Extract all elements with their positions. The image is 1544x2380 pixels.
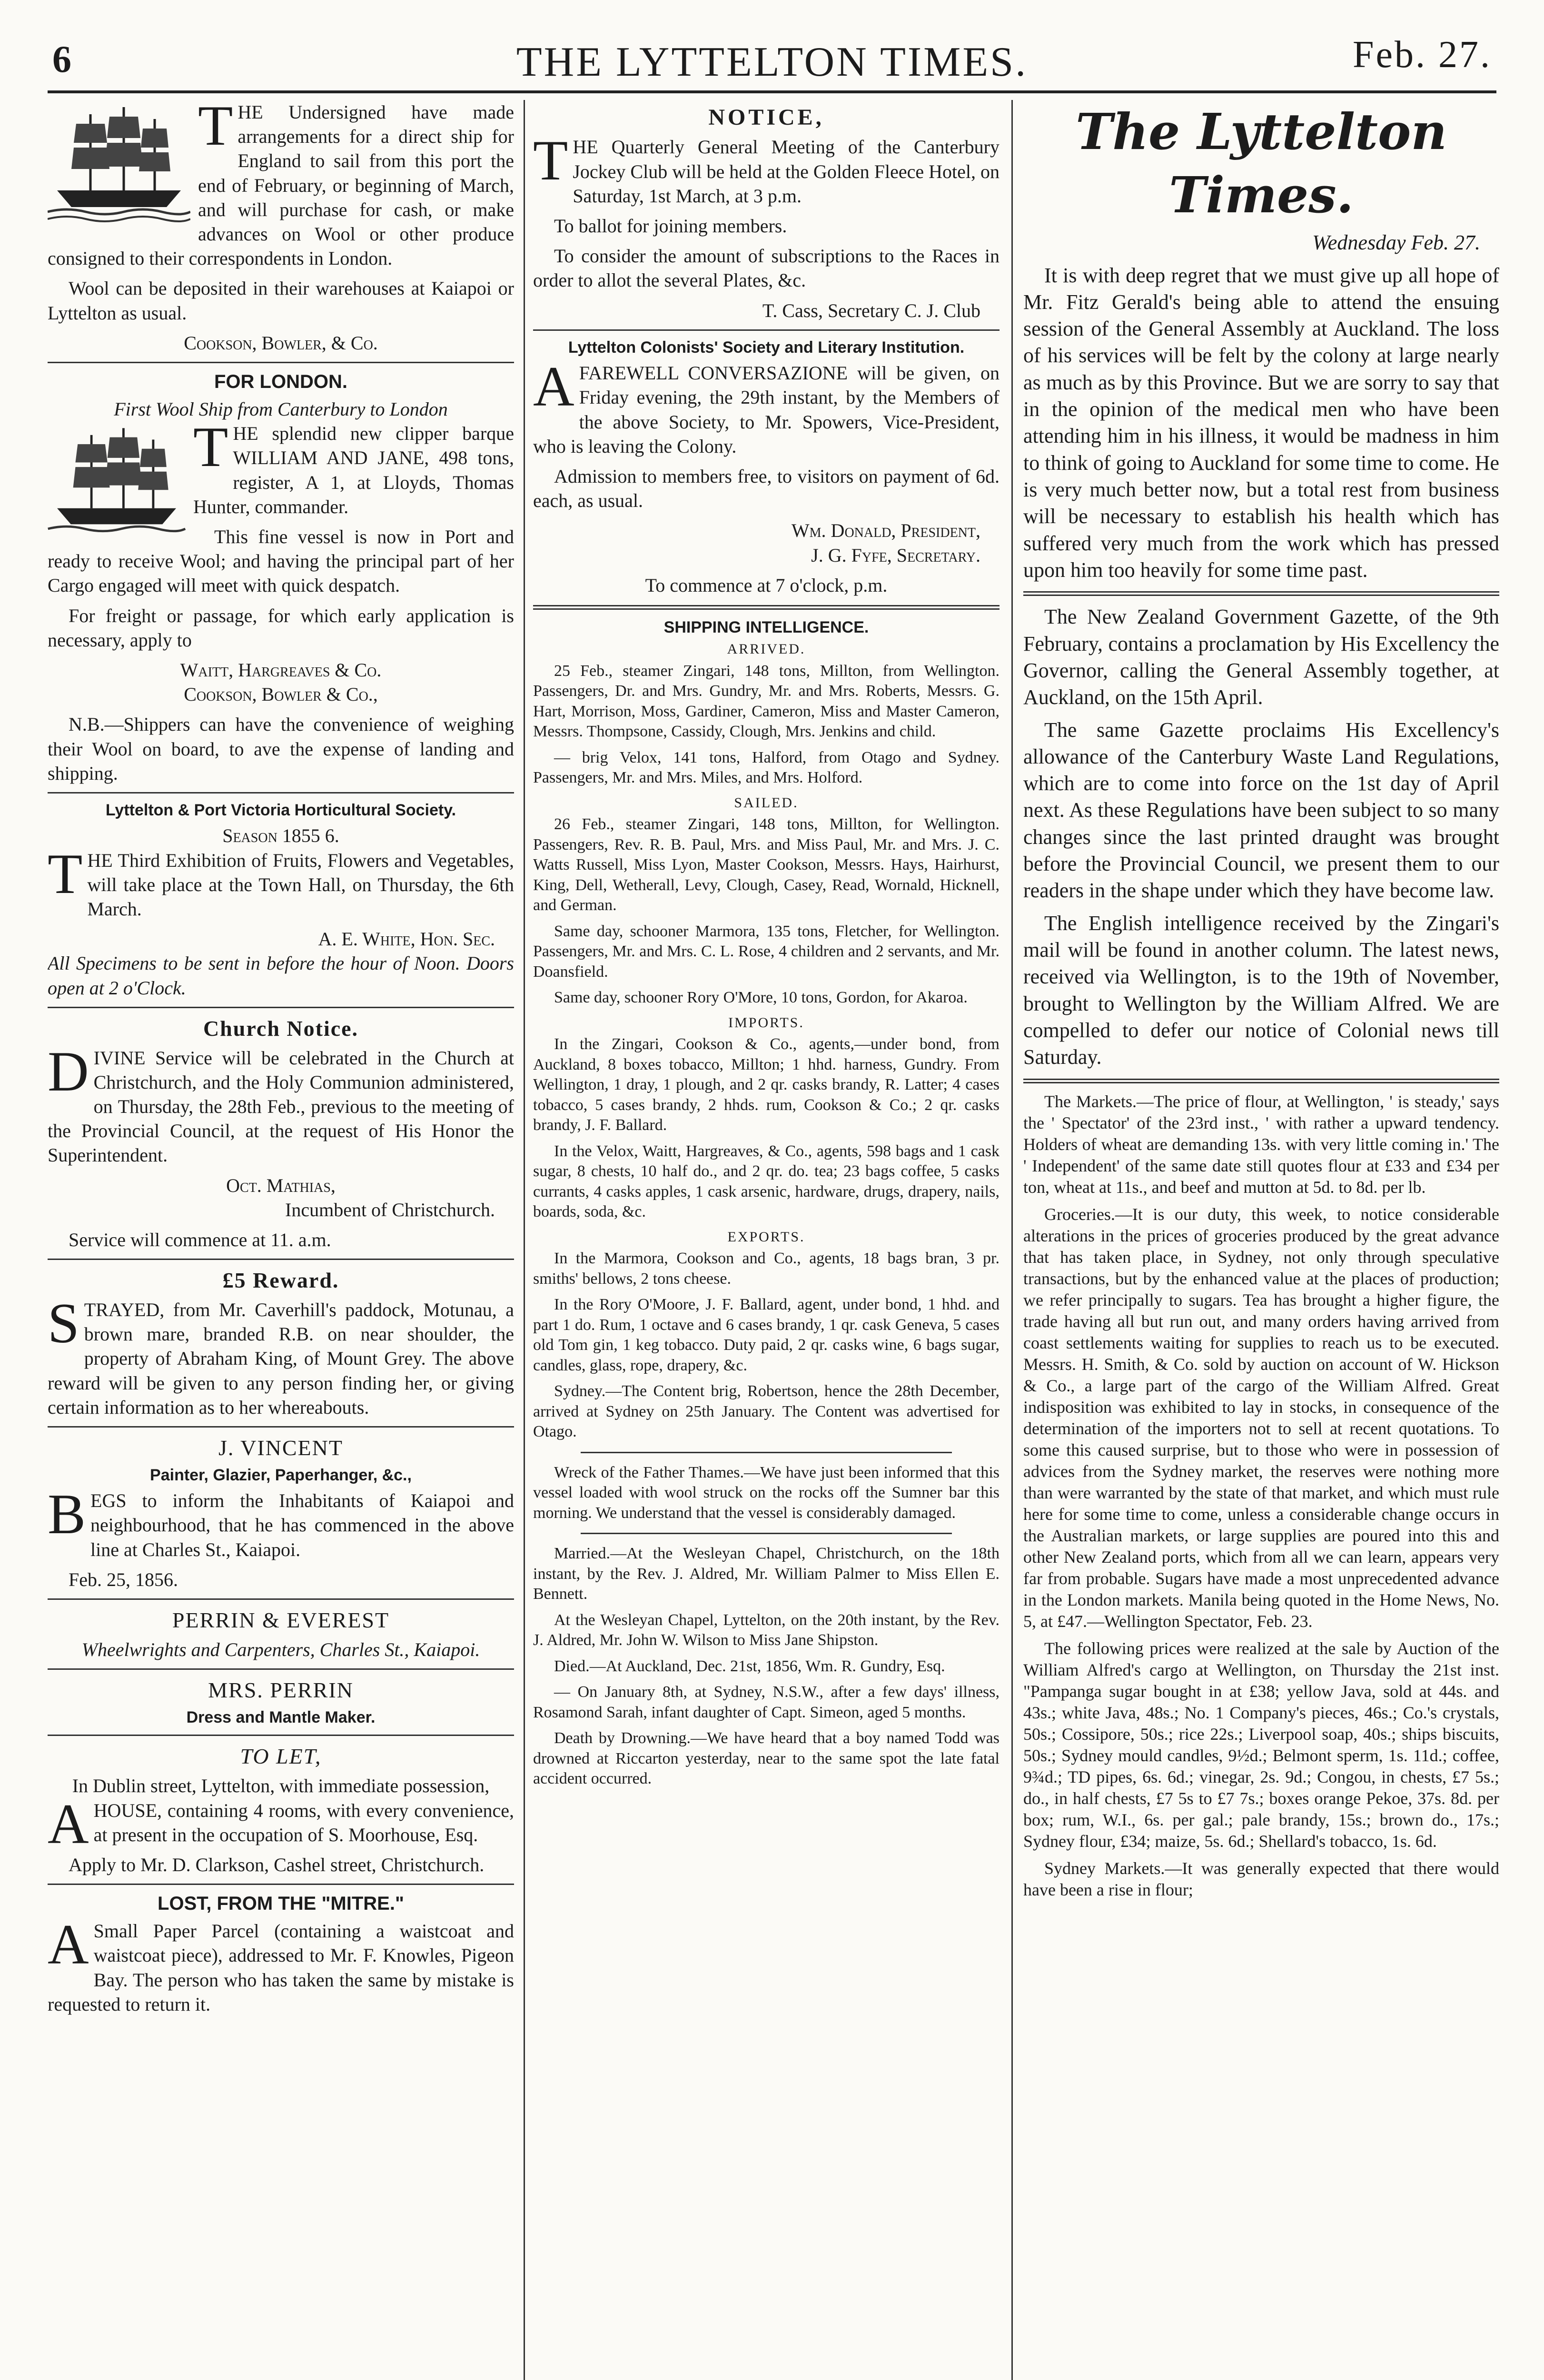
editorial-paragraph: The New Zealand Government Gazette, of the 9th February, contains a proclamation by His Excellency the Governor, calling the General Assembly together, at Auckland, on the 15th April. — [1023, 605, 1499, 709]
double-divider — [1023, 1079, 1499, 1083]
ad-heading: MRS. PERRIN — [208, 1678, 354, 1703]
ad-text: TRAYED, from Mr. Caverhill's paddock, Motunau, a brown mare, branded R.B. on near shoulder, the property of Abraham King, of Mount Grey. The above reward will be given to any person finding her, or giving certain information as to her whereabouts. — [48, 1299, 514, 1418]
ad-heading: Lyttelton & Port Victoria Horticultural Society. — [105, 801, 456, 819]
ad-subheading: Painter, Glazier, Paperhanger, &c., — [150, 1466, 412, 1484]
shipping-entry: Same day, schooner Rory O'More, 10 tons, Gordon, for Akaroa. — [554, 989, 968, 1007]
ad-note: All Specimens to be sent in before the hour of Noon. Doors open at 2 o'Clock. — [48, 952, 514, 999]
editorial-paragraph: The English intelligence received by the Zingari's mail will be found in another column. The latest news, received via Wellington, is to the 19th of November, brought to Wellington by the William Alfred. We are compelled to defer our notice of Colonial news till Saturday. — [1023, 911, 1499, 1069]
page-number: 6 — [52, 39, 71, 80]
subsection-label: SAILED. — [734, 794, 799, 811]
ad-signature: Incumbent of Christchurch. — [285, 1199, 495, 1220]
subsection-label: EXPORTS. — [727, 1229, 805, 1245]
notice-text: HE Quarterly General Meeting of the Canterbury Jockey Club will be held at the Golden Fleece Hotel, on Saturday, 1st March, at 3 p.m. — [573, 136, 1000, 207]
shipping-entry: Same day, schooner Marmora, 135 tons, Fletcher, for Wellington. Passengers, Mr. and Mrs. C. L. Rose, 4 children and 2 servants, and Mr. Doansfield. — [533, 922, 1000, 981]
news-wreck: Wreck of the Father Thames.—We have just been informed that this vessel loaded with wool struck on the rocks off the Sumner bar this morning. We understand that the vessel is considerably damaged. — [533, 1463, 1000, 1522]
divider — [48, 1259, 514, 1260]
ad-heading: LOST, FROM THE "MITRE." — [158, 1893, 404, 1914]
divider — [48, 1735, 514, 1736]
ad-date: Feb. 25, 1856. — [69, 1568, 178, 1590]
header-rule — [48, 90, 1496, 93]
double-divider — [533, 605, 1000, 610]
ad-to-let: TO LET, In Dublin street, Lyttelton, with immediate possession, AHOUSE, containing 4 rooms, with every convenience, at present in the occupation of S. Moorhouse, Esq. Apply to Mr. D. Clarkson, Cashel street, Christchurch. — [48, 1743, 514, 1877]
news-died: — On January 8th, at Sydney, N.S.W., after a few days' illness, Rosamond Sarah, infant daughter of Capt. Simeon, aged 5 months. — [533, 1683, 1000, 1721]
notice-text: To ballot for joining members. — [554, 215, 787, 237]
ad-note: Service will commence at 11. a.m. — [69, 1229, 331, 1250]
double-divider — [1023, 591, 1499, 596]
ad-text: Small Paper Parcel (containing a waistcoat and waistcoat piece), addressed to Mr. F. Knowles, Pigeon Bay. The person who has taken the same by mistake is requested to return it. — [48, 1920, 514, 2015]
notice-text: To commence at 7 o'clock, p.m. — [645, 574, 888, 596]
ship-illustration-icon — [48, 100, 190, 224]
ad-text: HE Third Exhibition of Fruits, Flowers and Vegetables, will take place at the Town Hall, on Thursday, the 6th March. — [87, 849, 514, 920]
ad-subheading: Wheelwrights and Carpenters, Charles St., Kaiapoi. — [81, 1638, 480, 1660]
subsection-label: ARRIVED. — [727, 641, 806, 657]
notice-signature: T. Cass, Secretary C. J. Club — [762, 299, 980, 321]
news-married: Married.—At the Wesleyan Chapel, Christchurch, on the 18th instant, by the Rev. J. Aldred, Mr. William Palmer to Miss Ellen E. Bennett. — [533, 1545, 1000, 1603]
column-notices-shipping — [533, 100, 1000, 2380]
divider — [48, 1426, 514, 1428]
ad-mrs-perrin — [48, 1676, 514, 1728]
news-died: Died.—At Auckland, Dec. 21st, 1856, Wm. R. Gundry, Esq. — [554, 1657, 945, 1675]
news-items — [533, 1463, 1000, 1789]
notice-text: FAREWELL CONVERSAZIONE will be given, on Friday evening, the 29th instant, by the Members of the above Society, to Mr. Spowers, Vice-President, who is leaving the Colony. — [533, 362, 1000, 457]
shipping-entry: Sydney.—The Content brig, Robertson, hence the 28th December, arrived at Sydney on 25th January. The Content was advertised for Otago. — [533, 1382, 1000, 1441]
notice-colonists-society: Lyttelton Colonists' Society and Literary Institution. AFAREWELL CONVERSAZIONE will be given, on Friday evening, the 29th instant, by the Members of the above Society, to Mr. Spowers, Vice-President, who is leaving the Colony. Admission to members free, to visitors on payment of 6d. each, as usual. Wm. Donald, President, J. G. Fyfe, Secretary. To commence at 7 o'clock, p.m. — [533, 337, 1000, 597]
shipping-entry: In the Rory O'Moore, J. F. Ballard, agent, under bond, 1 hhd. and part 1 do. Rum, 1 octave and 6 cases brandy, 1 qr. cask Geneva, 5 cases old Tom gin, 1 keg tobacco. Duty paid, 2 qr. casks wine, 6 bags sugar, candles, glass, rope, drapery, &c. — [533, 1296, 1000, 1374]
section-heading: SHIPPING INTELLIGENCE. — [663, 618, 869, 636]
markets-paragraph: Sydney Markets.—It was generally expected that there would have been a rise in flour; — [1023, 1858, 1499, 1899]
divider — [533, 329, 1000, 331]
ad-horticultural: Lyttelton & Port Victoria Horticultural Society. Season 1855 6. THE Third Exhibition of Fruits, Flowers and Vegetables, will take place at the Town Hall, on Thursday, the 6th March. A. E. White, Hon. Sec. All Specimens to be sent in before the hour of Noon. Doors open at 2 o'Clock. — [48, 800, 514, 1000]
section-heading: NOTICE, — [708, 105, 824, 130]
ad-text: N.B.—Shippers can have the convenience of weighing their Wool on board, to ave the expense of landing and shipping. — [48, 714, 514, 784]
ship-illustration-icon — [48, 421, 186, 540]
column-advertisements — [48, 100, 514, 2380]
divider — [48, 1598, 514, 1600]
markets-paragraph: Groceries.—It is our duty, this week, to notice considerable alterations in the prices of groceries produced by the great advance that has taken place, in Sydney, not only through speculative transactions, but by the enhanced value at the places of production; we refer principally to sugars. Tea has brought a higher figure, the trade having all but run out, and many orders having arrived from coast settlements waiting for supplies to reach us to be executed. Messrs. H. Smith, & Co. sold by auction on account of W. Hickson & Co., a large part of the cargo of the William Alfred. Great indisposition was exhibited to lay in stocks, in consequence of the determination of the importers not to sell at recent quotations. To some this caused surprise, but to those who were in possession of advices from the Sydney market, the reserves were nothing more than were warranted by the state of that market, and which must rule here for some time to come, unless a considerable change occurs in the Australian markets, or large supplies are poured into this and other New Zealand ports, which from all we can learn, appears very far from probable. Sugars have made a most unprecedented advance in the London markets. Manila being quoted in the Home News, No. 5, at £47.—Wellington Spectator, Feb. 23. — [1023, 1204, 1499, 1631]
page-header — [0, 19, 1544, 90]
editorial-masthead: The Lyttelton Times. — [1076, 102, 1447, 225]
ad-text: This fine vessel is now in Port and ready to receive Wool; and having the principal part of her Cargo engaged will meet with quick despatch. — [48, 526, 514, 596]
ad-text: HE Undersigned have made arrangements for a direct ship for England to sail from this port the end of February, or beginning of March, and will purchase for cash, or make advances on Wool or other produce consigned to their correspondents in London. — [48, 101, 514, 269]
notice-text: To consider the amount of subscriptions to the Races in order to allot the several Plates, &c. — [533, 245, 1000, 291]
ad-church-notice: Church Notice. DIVINE Service will be celebrated in the Church at Christchurch, and the Holy Communion administered, on Thursday, the 28th Feb., previous to the meeting of the Provincial Council, at the request of His Honor the Superintendent. Oct. Mathias, Incumbent of Christchurch. Service will commence at 11. a.m. — [48, 1015, 514, 1252]
ad-signature: Waitt, Hargreaves & Co. — [180, 659, 382, 681]
ad-subheading: Season 1855 6. — [222, 825, 339, 847]
ad-perrin-everest — [48, 1606, 514, 1662]
ad-heading: TO LET, — [240, 1744, 322, 1769]
ad-reward: £5 Reward. STRAYED, from Mr. Caverhill's paddock, Motunau, a brown mare, branded R.B. on near shoulder, the property of Abraham King, of Mount Grey. The above reward will be given to any person finding her, or giving certain information as to her whereabouts. — [48, 1267, 514, 1419]
shipping-entry: 25 Feb., steamer Zingari, 148 tons, Millton, from Wellington. Passengers, Dr. and Mrs. Gundry, Mr. and Mrs. Roberts, Messrs. G. Hart, Morrison, Moss, Gardiner, Cameron, Miss and Master Cameron, Messrs. Thompsone, Cassidy, Clough, Mrs. Jenkins and child. — [533, 662, 1000, 741]
markets-paragraph: The following prices were realized at the sale by Auction of the William Alfred's cargo at Wellington, on Thursday the 21st inst. "Pampanga sugar bought in at £38; yellow Java, sold at 44s. and 43s.; white Java, 48s.; No. 1 Company's pieces, 46s.; Co.'s crystals, 50s.; Cossipore, 50s.; rice 22s.; Liverpool soap, 40s.; ships biscuits, 50s.; Sydney mould candles, 9½d.; Belmont sperm, 1s. 11d.; coffee, 9¾d.; TD pipes, 6s. 6d.; vinegar, 2s. 9d.; Congou, in chests, £7 5s.; do., in half chests, £7 5s to £7 7s.; boxes orange Pekoe, 37s. 8d. per box; rum, W.I., 6s. per gal.; pale brandy, 15s.; brown do., 17s.; Sydney flour, £34; maize, 5s. 6d.; Shellard's tobacco, 1s. 6d. — [1023, 1638, 1499, 1851]
notice-jockey-club: NOTICE, THE Quarterly General Meeting of the Canterbury Jockey Club will be held at the Golden Fleece Hotel, on Saturday, 1st March, at 3 p.m. To ballot for joining members. To consider the amount of subscriptions to the Races in order to allot the several Plates, &c. T. Cass, Secretary C. J. Club — [533, 103, 1000, 323]
ad-heading: Church Notice. — [203, 1016, 359, 1041]
divider — [581, 1452, 952, 1453]
ad-text: Wool can be deposited in their warehouses at Kaiapoi or Lyttelton as usual. — [48, 278, 514, 324]
ad-for-london: FOR LONDON. First Wool Ship from Canterbury to London THE splendid new clipper barque WILLIAM AND JANE, 498 tons, register, A 1, at Lloyds, Thomas Hunter, commander. This fine vessel is now in Port and ready to receive Wool; and having the principal part of her Cargo engaged will meet with quick despatch. For freight or passage, for which early application is necessary, apply to Waitt, Hargreaves & Co. Cookson, Bowler & Co., N.B.—Shippers can have the convenience of weighing their Wool on board, to ave the expense of landing and shipping. — [48, 370, 514, 785]
markets-paragraph: The Markets.—The price of flour, at Wellington, ' is steady,' says the ' Spectator' of the 23rd inst., ' with rather a upward tendency. Holders of wheat are demanding 13s. with very little coming in.' The ' Independent' of the same date still quotes flour at £33 and £34 per ton, wheat at 11s., and beef and mutton at 5d. to 8d. per lb. — [1023, 1091, 1499, 1197]
ad-lost: LOST, FROM THE "MITRE." A Small Paper Parcel (containing a waistcoat and waistcoat piece), addressed to Mr. F. Knowles, Pigeon Bay. The person who has taken the same by mistake is requested to return it. — [48, 1892, 514, 2016]
ad-text: EGS to inform the Inhabitants of Kaiapoi and neighbourhood, that he has commenced in the above line at Charles St., Kaiapoi. — [90, 1490, 514, 1560]
editorial-paragraph: It is with deep regret that we must give up all hope of Mr. Fitz Gerald's being able to attend the ensuing session of the General Assembly at Auckland. The loss of his services will be felt by the colony at large nearly as much as by this Province. But we are sorry to say that in the opinion of the medical men who have been attending him in his illness, it would be madness in him to think of going to Auckland for some time to come. He is very much better now, but a total rest from business will be necessary to establish his health which has suffered very much from the work which has pressed upon him too heavily for some time past. — [1023, 263, 1499, 582]
divider — [48, 362, 514, 363]
shipping-entry: 26 Feb., steamer Zingari, 148 tons, Millton, for Wellington. Passengers, Rev. R. B. Paul, Mrs. and Miss Paul, Mr. and Mrs. J. C. Watts Russell, Miss Lyon, Master Cookson, Messrs. Hays, Hairhurst, King, Dell, Wetherall, Levy, Clough, Casey, Read, Wornald, Hicknell, and German. — [533, 815, 1000, 914]
subsection-label: IMPORTS. — [728, 1014, 804, 1031]
notice-text: Admission to members free, to visitors on payment of 6d. each, as usual. — [533, 466, 1000, 512]
editorial-dateline: Wednesday Feb. 27. — [1312, 231, 1480, 255]
divider — [48, 1668, 514, 1670]
markets-section — [1023, 1091, 1499, 1901]
ad-signature: Cookson, Bowler & Co., — [184, 684, 378, 705]
news-married: At the Wesleyan Chapel, Lyttelton, on the 20th instant, by the Rev. J. Aldred, Mr. John W. Wilson to Miss Jane Shipston. — [533, 1611, 1000, 1649]
column-divider — [524, 100, 525, 2380]
ad-signature: Cookson, Bowler, & Co. — [184, 332, 378, 354]
ad-signature: A. E. White, Hon. Sec. — [318, 928, 495, 950]
ad-text: HE splendid new clipper barque WILLIAM AND JANE, 498 tons, register, A 1, at Lloyds, Thomas Hunter, commander. — [193, 423, 514, 517]
section-heading: Lyttelton Colonists' Society and Literary Institution. — [568, 338, 965, 357]
ad-heading: J. VINCENT — [218, 1435, 343, 1460]
ad-subheading: In Dublin street, Lyttelton, with immediate possession, — [72, 1775, 490, 1797]
notice-signature: J. G. Fyfe, Secretary. — [811, 544, 980, 566]
ad-heading: PERRIN & EVEREST — [172, 1608, 390, 1633]
column-editorial — [1023, 100, 1499, 2380]
editorial-paragraph: The same Gazette proclaims His Excellency's allowance of the Canterbury Waste Land Regulations, which are to come into force on the 1st day of April next. As these Regulations have been subject to so many changes since the last printed draught was brought before the Provincial Council, we present them to our readers in the shape under which they have become law. — [1023, 718, 1499, 902]
ad-cookson-wool: THE Undersigned have made arrangements for a direct ship for England to sail from this port the end of February, or beginning of March, and will purchase for cash, or make advances on Wool or other produce consigned to their correspondents in London. Wool can be deposited in their warehouses at Kaiapoi or Lyttelton as usual. Cookson, Bowler, & Co. — [48, 100, 514, 355]
ad-subheading: First Wool Ship from Canterbury to London — [114, 398, 448, 420]
ad-text: Apply to Mr. D. Clarkson, Cashel street, Christchurch. — [69, 1854, 485, 1875]
notice-signature: Wm. Donald, President, — [791, 520, 980, 542]
ad-text: For freight or passage, for which early application is necessary, apply to — [48, 605, 514, 651]
shipping-entry: In the Zingari, Cookson & Co., agents,—under bond, from Auckland, 8 boxes tobacco, Millton; 1 hhd. harness, Gundry. From Wellington, 1 dray, 1 plough, and 2 qr. casks brandy, R. Latter; 4 cases tobacco, 5 cases brandy, 2 hhds. rum, Cookson & Co.; 2 qr. casks brandy, J. F. Ballard. — [533, 1035, 1000, 1134]
ad-signature: Oct. Mathias, — [226, 1174, 336, 1196]
ad-text: IVINE Service will be celebrated in the Church at Christchurch, and the Holy Communion administered, on Thursday, the 28th Feb., previous to the meeting of the Provincial Council, at the request of His Honor the Superintendent. — [48, 1047, 514, 1166]
divider — [48, 1007, 514, 1008]
shipping-entry: In the Marmora, Cookson and Co., agents, 18 bags bran, 3 pr. smiths' bellows, 2 tons cheese. — [533, 1250, 1000, 1288]
news-drowning: Death by Drowning.—We have heard that a boy named Todd was drowned at Riccarton yesterday, near to the same spot the late fatal accident occurred. — [533, 1729, 1000, 1788]
ad-text: HOUSE, containing 4 rooms, with every convenience, at present in the occupation of S. Moorhouse, Esq. — [93, 1799, 514, 1845]
page-title: THE LYTTELTON TIMES. — [516, 39, 1028, 85]
issue-date: Feb. 27. — [1353, 34, 1492, 76]
divider — [48, 1884, 514, 1885]
shipping-intelligence — [533, 617, 1000, 1442]
ad-heading: FOR LONDON. — [214, 371, 347, 392]
shipping-entry: — brig Velox, 141 tons, Halford, from Otago and Sydney. Passengers, Mr. and Mrs. Miles, and Mrs. Holford. — [533, 748, 1000, 787]
shipping-entry: In the Velox, Waitt, Hargreaves, & Co., agents, 598 bags and 1 cask sugar, 8 chests, 10 half do., and 2 qr. do. tea; 23 bags coffee, 5 casks currants, 4 casks apples, 1 cask arsenic, hardware, drugs, drapery, nails, boards, soda, &c. — [533, 1142, 1000, 1221]
divider — [581, 1533, 952, 1534]
ad-vincent: J. VINCENT Painter, Glazier, Paperhanger, &c., BEGS to inform the Inhabitants of Kaiapoi and neighbourhood, that he has commenced in the above line at Charles St., Kaiapoi. Feb. 25, 1856. — [48, 1434, 514, 1592]
ad-heading: £5 Reward. — [222, 1268, 339, 1293]
column-divider — [1011, 100, 1013, 2380]
divider — [48, 792, 514, 793]
ad-subheading: Dress and Mantle Maker. — [186, 1708, 376, 1726]
